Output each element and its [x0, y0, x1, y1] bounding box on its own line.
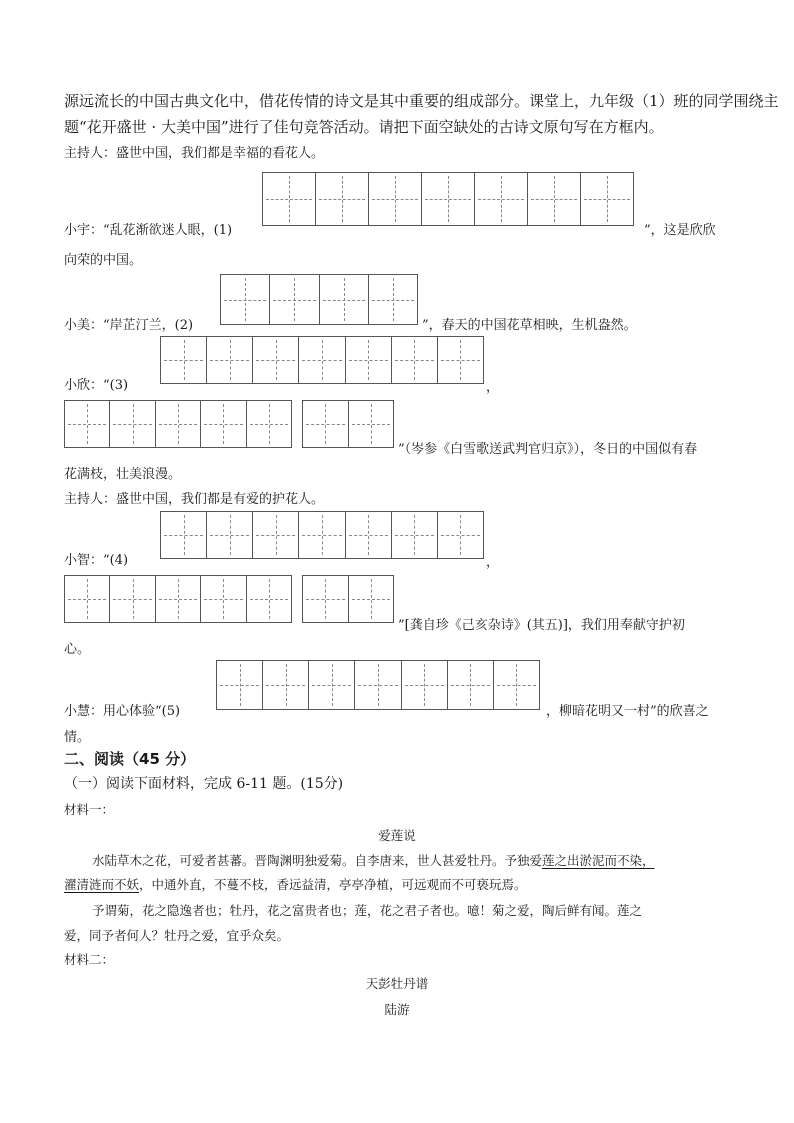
q1-prefix: 小宇：“乱花渐欲迷人眼，(1) [64, 223, 233, 238]
underlined-text: 濯清涟而不妖 [64, 877, 140, 892]
answer-grid-5[interactable] [216, 660, 540, 710]
answer-grid-4c[interactable] [302, 575, 394, 623]
answer-grid-4b[interactable] [64, 575, 292, 623]
underlined-text: 莲之出淤泥而不染， [542, 853, 655, 868]
material-2-author: 陆游 [384, 1002, 410, 1017]
material-1-title: 爱莲说 [378, 828, 416, 843]
q4-comma: ， [486, 555, 500, 570]
material-2-label: 材料二： [64, 952, 115, 967]
intro-line-2: 题“花开盛世 · 大美中国”进行了佳句竞答活动。请把下面空缺处的古诗文原句写在方框内。 [64, 118, 664, 136]
host-line-1: 主持人：盛世中国，我们都是幸福的看花人。 [64, 146, 325, 161]
answer-grid-4a[interactable] [160, 511, 484, 559]
material-1-paragraph-1-line-1 [92, 851, 655, 869]
q4-suffix: ”[龚自珍《己亥杂诗》(其五)]，我们用奉献守护初 [398, 618, 685, 633]
q4-continuation: 心。 [64, 642, 91, 657]
q3-suffix: ”（岑参《白雪歌送武判官归京》），冬日的中国似有春 [398, 442, 698, 457]
paragraph-text: 水陆草木之花，可爱者甚蕃。晋陶渊明独爱菊。自李唐来，世人甚爱牡丹。予独爱 [92, 853, 543, 868]
answer-grid-1[interactable] [262, 172, 634, 226]
q2-suffix: ”，春天的中国花草相映，生机盎然。 [422, 318, 637, 333]
answer-grid-2[interactable] [220, 274, 418, 325]
q4-prefix: 小智：“(4) [64, 553, 129, 568]
material-1-paragraph-2-line-1: 予谓菊，花之隐逸者也；牡丹，花之富贵者也；莲，花之君子者也。噫！菊之爱，陶后鲜有闻。莲之 [92, 903, 643, 918]
material-1-label: 材料一： [64, 802, 115, 817]
q1-suffix: ”，这是欣欣 [644, 223, 716, 238]
paragraph-text: ，中通外直，不蔓不枝，香远益清，亭亭净植，可远观而不可亵玩焉。 [139, 877, 527, 892]
q5-prefix: 小慧：用心体验“(5) [64, 704, 181, 719]
q3-comma: ， [486, 380, 500, 395]
material-1-paragraph-2-line-2: 爱，同予者何人？牡丹之爱，宜乎众矣。 [64, 928, 290, 943]
q3-prefix: 小欣：“(3) [64, 378, 129, 393]
q2-prefix: 小美：“岸芷汀兰，(2) [64, 318, 194, 333]
answer-grid-3c[interactable] [302, 400, 394, 448]
q1-continuation: 向荣的中国。 [64, 253, 143, 268]
q3-continuation: 花满枝，壮美浪漫。 [64, 467, 182, 482]
section-subheading: （一）阅读下面材料，完成 6-11 题。(15分) [64, 776, 344, 792]
q5-continuation: 情。 [64, 730, 91, 745]
intro-line-1: 源远流长的中国古典文化中，借花传情的诗文是其中重要的组成部分。课堂上，九年级（1）班的同学围绕主 [64, 92, 779, 110]
material-2-title: 天彭牡丹谱 [365, 976, 429, 991]
material-1-paragraph-1-line-2 [64, 875, 527, 893]
answer-grid-3b[interactable] [64, 400, 292, 448]
q5-suffix: ，柳暗花明又一村”的欣喜之 [546, 704, 709, 719]
host-line-2: 主持人：盛世中国，我们都是有爱的护花人。 [64, 492, 325, 507]
section-heading: 二、阅读（45 分） [64, 750, 196, 768]
answer-grid-3a[interactable] [160, 336, 484, 384]
